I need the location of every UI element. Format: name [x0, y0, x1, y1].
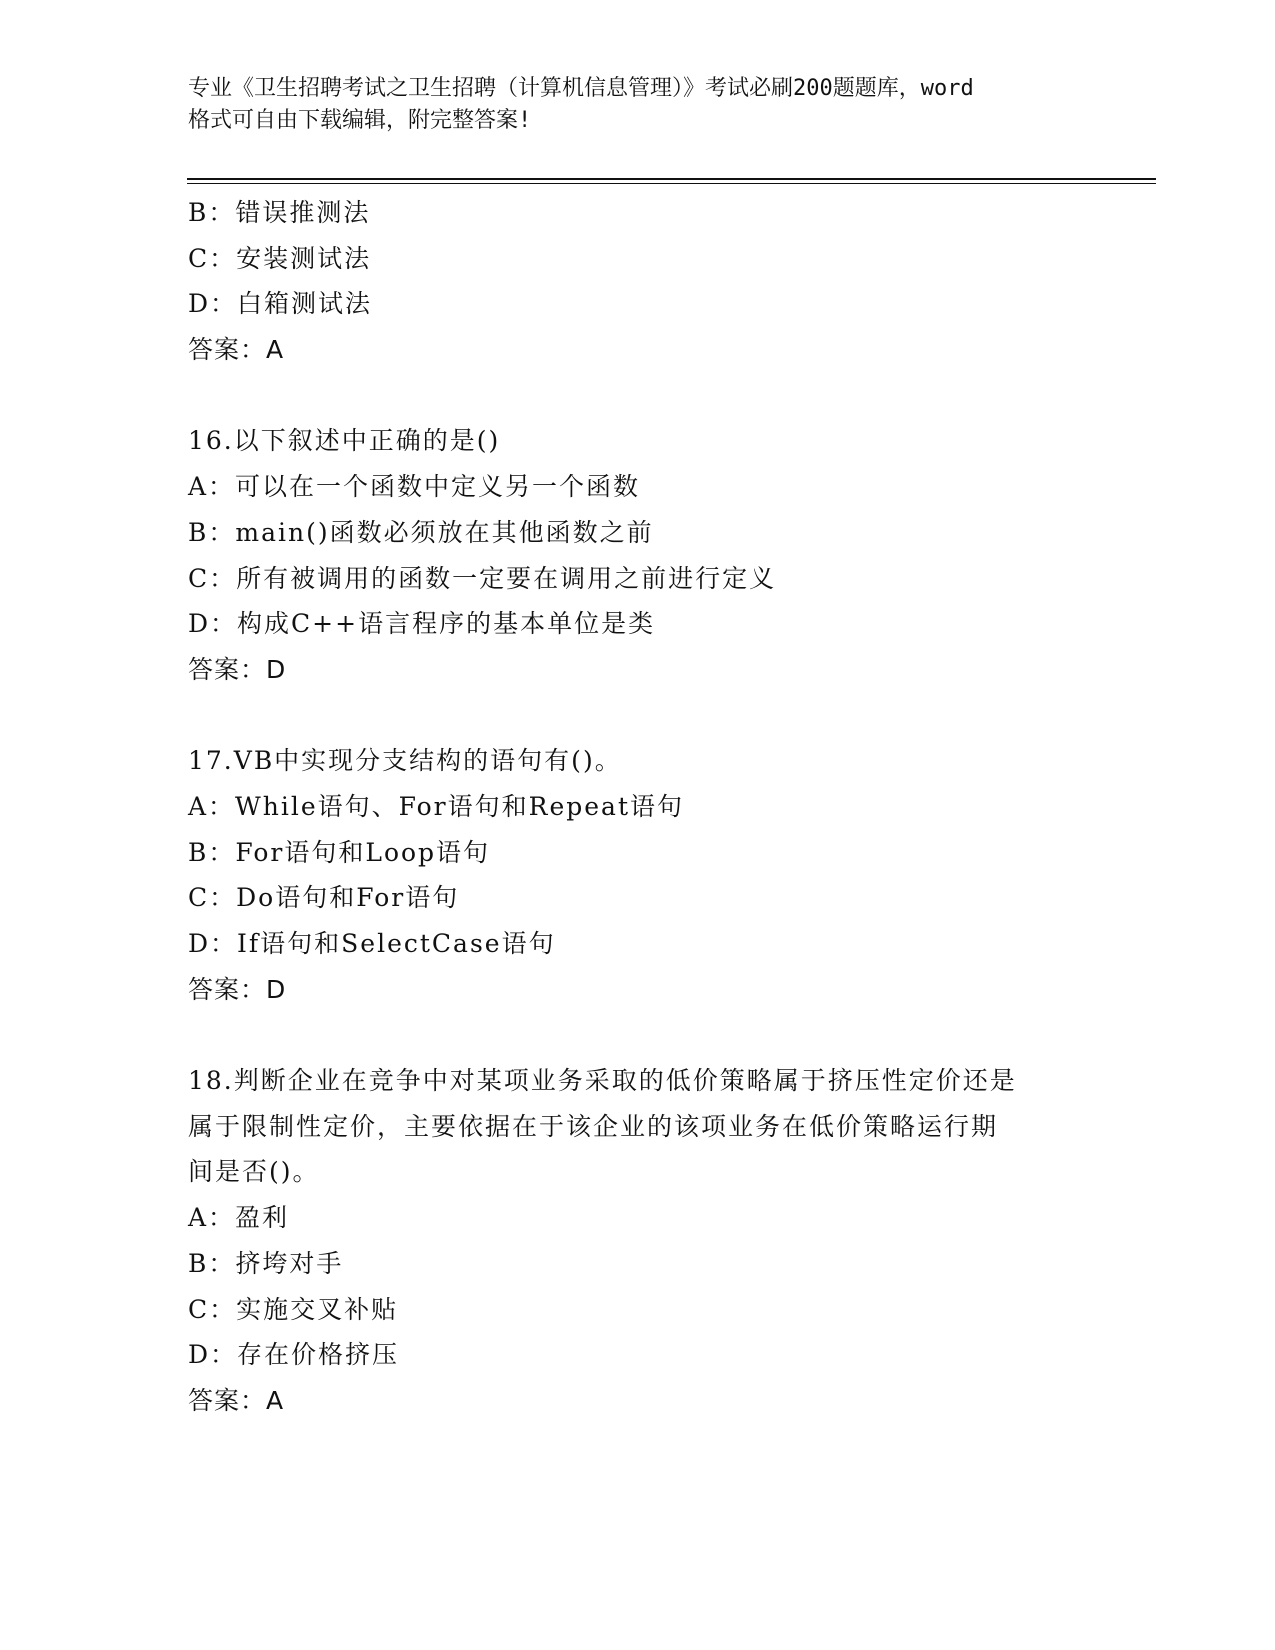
- answer-line: 答案：A: [188, 1385, 285, 1415]
- option-c: C：Do语句和For语句: [188, 883, 460, 913]
- question-stem: 18.判断企业在竞争中对某项业务采取的低价策略属于挤压性定价还是: [188, 1066, 1017, 1096]
- answer-line: 答案：D: [188, 654, 287, 684]
- option-d: D：存在价格挤压: [188, 1340, 400, 1370]
- header-line-2: 格式可自由下载编辑，附完整答案!: [188, 108, 532, 133]
- question-15-fragment: [188, 190, 1108, 373]
- answer-line: 答案：A: [188, 335, 285, 365]
- option-b: B：挤垮对手: [188, 1248, 344, 1278]
- question-list: [188, 190, 1108, 1424]
- header-line-1: 专业《卫生招聘考试之卫生招聘（计算机信息管理）》考试必刷200题题库，word: [188, 76, 974, 101]
- option-c: C：所有被调用的函数一定要在调用之前进行定义: [188, 563, 777, 593]
- option-a: A：While语句、For语句和Repeat语句: [188, 791, 684, 821]
- document-header: [188, 73, 1108, 137]
- option-b: B：错误推测法: [188, 198, 371, 227]
- option-c: C：安装测试法: [188, 243, 372, 273]
- question-18: [188, 1058, 1108, 1424]
- option-b: B：For语句和Loop语句: [188, 837, 491, 867]
- spacer: [188, 693, 1108, 739]
- question-17: [188, 738, 1108, 1012]
- spacer: [188, 1012, 1108, 1058]
- question-16: [188, 418, 1108, 692]
- option-c: C：实施交叉补贴: [188, 1294, 399, 1324]
- answer-line: 答案：D: [188, 974, 287, 1004]
- question-stem-continued: 间是否()。: [188, 1157, 320, 1187]
- question-stem: 16.以下叙述中正确的是(): [188, 426, 501, 456]
- option-d: D：白箱测试法: [188, 289, 373, 319]
- option-b: B：main()函数必须放在其他函数之前: [188, 517, 654, 547]
- option-a: A：可以在一个函数中定义另一个函数: [188, 472, 641, 502]
- option-a: A：盈利: [188, 1203, 290, 1233]
- header-rule-thick: [187, 178, 1156, 180]
- question-stem-continued: 属于限制性定价，主要依据在于该企业的该项业务在低价策略运行期: [188, 1111, 999, 1141]
- option-d: D：构成C++语言程序的基本单位是类: [188, 609, 656, 639]
- spacer: [188, 373, 1108, 419]
- question-stem: 17.VB中实现分支结构的语句有()。: [188, 746, 622, 776]
- option-d: D：If语句和SelectCase语句: [188, 929, 556, 958]
- header-rule-thin: [187, 183, 1156, 184]
